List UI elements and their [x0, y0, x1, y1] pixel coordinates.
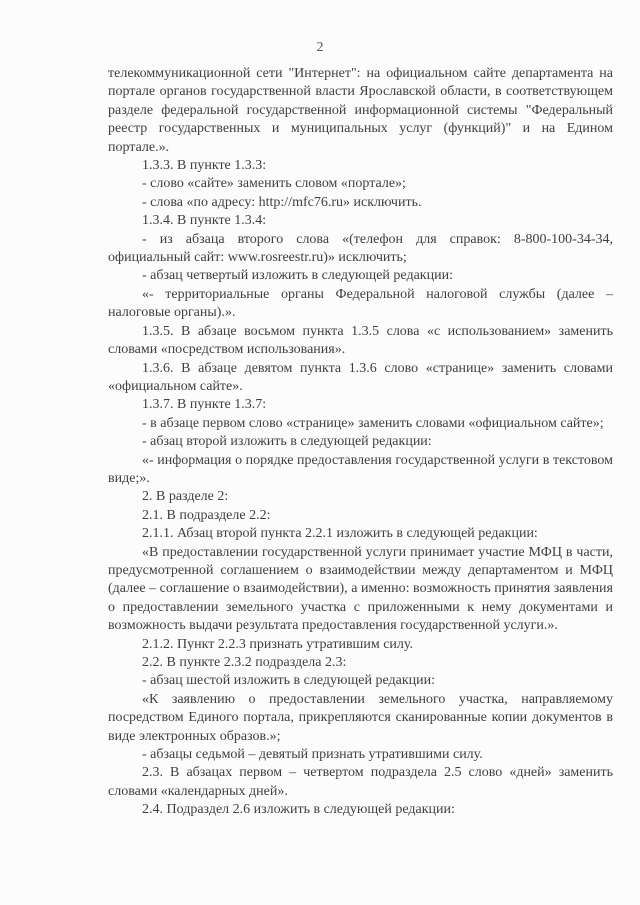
paragraph: телекоммуникационной сети "Интернет": на официальном сайте департамента на портале органов государственной власти Ярославской области, в соответствующем разделе федеральной государственной информационной системы "Федеральный реестр государственных и муниципальных услуг (функций)" и на Едином портале.». [108, 66, 613, 155]
paragraph: - слово «сайте» заменить словом «портале»; [142, 176, 406, 192]
paragraph: 1.3.3. В пункте 1.3.3: [142, 158, 267, 174]
paragraph: - в абзаце первом слово «странице» заменить словами «официальном сайте»; [142, 415, 604, 431]
paragraph: 2.2. В пункте 2.3.2 подраздела 2.3: [142, 655, 347, 670]
paragraph: «К заявлению о предоставлении земельного участка, направляемому посредством Единого портала, прикрепляются сканированные копии документов в виде электронных образов.»; [108, 691, 613, 744]
paragraph: 2.1. В подразделе 2.2: [142, 507, 271, 523]
paragraph: 2.4. Подраздел 2.6 изложить в следующей редакции: [142, 802, 455, 818]
paragraph: «В предоставлении государственной услуги принимает участие МФЦ в части, предусмотренной соглашением о взаимодействии между департаментом и МФЦ (далее – соглашение о взаимодействии), а именно: возможность принятия заявления о предоставлении земельного участка с приложенными к нему документами и возможность выдачи результата предоставления государственной услуги.». [108, 544, 613, 634]
paragraph: 1.3.4. В пункте 1.3.4: [142, 213, 267, 229]
paragraph: 2. В разделе 2: [142, 489, 229, 505]
paragraph: «- территориальные органы Федеральной налоговой службы (далее – налоговые органы).». [108, 286, 613, 321]
paragraph: 1.3.6. В абзаце девятом пункта 1.3.6 слово «странице» заменить словами «официальном сайте». [108, 360, 613, 394]
paragraph: 2.1.1. Абзац второй пункта 2.2.1 изложить в следующей редакции: [142, 526, 538, 542]
paragraph: 1.3.5. В абзаце восьмом пункта 1.3.5 слова «с использованием» заменить словами «посредством использования». [108, 323, 613, 358]
paragraph: «- информация о порядке предоставления государственной услуги в текстовом виде;». [108, 452, 613, 486]
page-number: 2 [316, 40, 324, 55]
paragraph: - абзац второй изложить в следующей редакции: [142, 434, 432, 450]
paragraph: - абзац шестой изложить в следующей редакции: [142, 673, 435, 689]
paragraph: - абзацы седьмой – девятый признать утратившими силу. [142, 747, 483, 763]
paragraph: - из абзаца второго слова «(телефон для справок: 8-800-100-34-34, официальный сайт: www.rosreestr.ru)» исключить; [108, 231, 613, 266]
paragraph: 2.1.2. Пункт 2.2.3 признать утратившим силу. [142, 636, 413, 652]
paragraph: 2.3. В абзацах первом – четвертом подраздела 2.5 слово «дней» заменить словами «календарных дней». [108, 765, 613, 799]
document-body [108, 65, 613, 820]
paragraph: - слова «по адресу: http://mfc76.ru» исключить. [142, 194, 422, 210]
paragraph: 1.3.7. В пункте 1.3.7: [142, 397, 267, 413]
paragraph: - абзац четвертый изложить в следующей редакции: [142, 268, 453, 284]
